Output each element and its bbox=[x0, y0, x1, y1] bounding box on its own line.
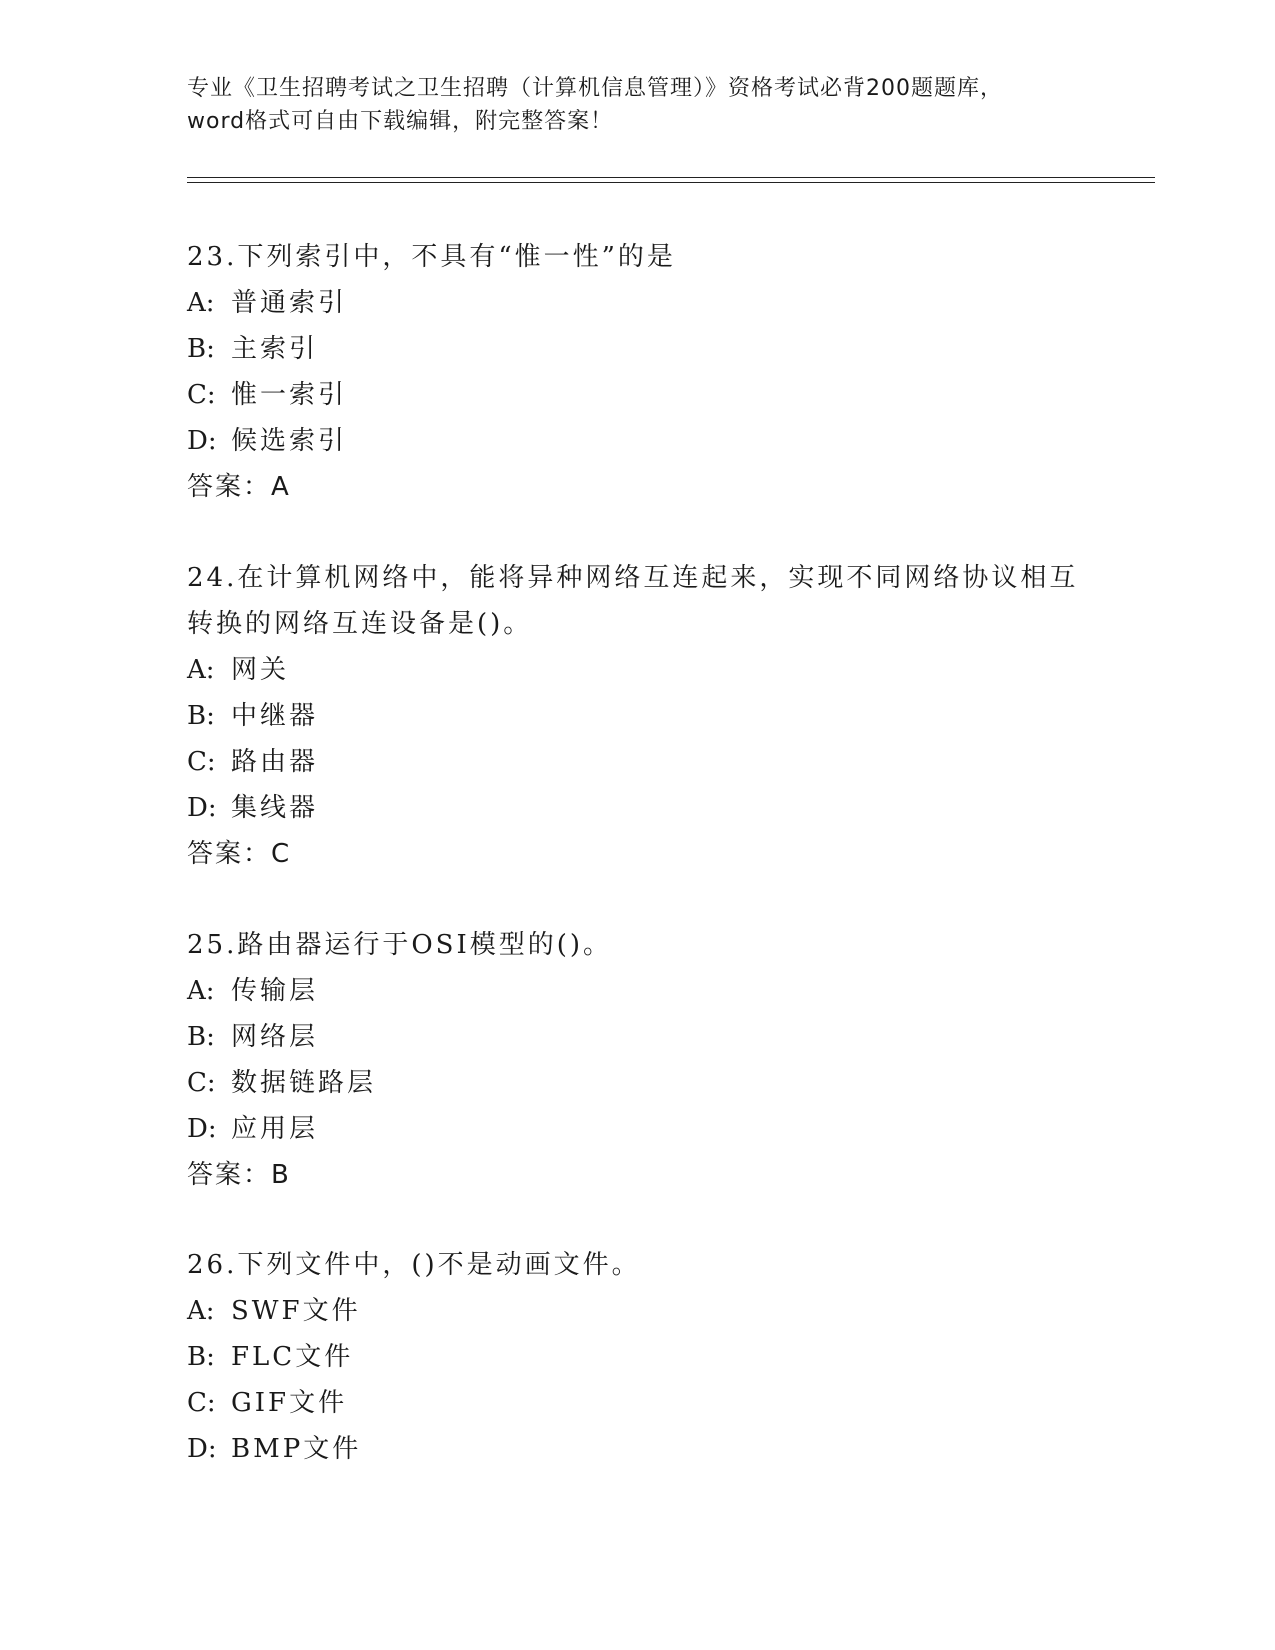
option-c bbox=[187, 1060, 1087, 1106]
option-text: 数据链路层 bbox=[231, 1068, 377, 1098]
option-c bbox=[187, 1380, 1087, 1426]
option-key: A: bbox=[187, 1296, 215, 1326]
option-key: C: bbox=[187, 1388, 216, 1418]
header-divider-bottom bbox=[187, 182, 1155, 183]
question-25 bbox=[187, 922, 1087, 1198]
option-key: D: bbox=[187, 1114, 217, 1144]
option-key: B: bbox=[187, 334, 215, 364]
question-24 bbox=[187, 555, 1087, 877]
option-c bbox=[187, 372, 1087, 418]
option-key: A: bbox=[187, 976, 215, 1006]
option-text: 集线器 bbox=[231, 793, 319, 823]
option-key: B: bbox=[187, 1342, 215, 1372]
option-d bbox=[187, 1106, 1087, 1152]
question-23 bbox=[187, 234, 1087, 510]
option-key: C: bbox=[187, 747, 216, 777]
option-text: 网关 bbox=[231, 655, 290, 685]
option-text: 普通索引 bbox=[231, 288, 348, 318]
option-a bbox=[187, 280, 1087, 326]
option-key: C: bbox=[187, 380, 216, 410]
question-stem: 26.下列文件中，()不是动画文件。 bbox=[187, 1250, 641, 1280]
option-a bbox=[187, 1288, 1087, 1334]
option-text: FLC文件 bbox=[231, 1342, 354, 1372]
option-b bbox=[187, 1014, 1087, 1060]
question-stem: 24.在计算机网络中，能将异种网络互连起来，实现不同网络协议相互转换的网络互连设备是()。 bbox=[187, 563, 1079, 639]
option-text: 传输层 bbox=[231, 976, 319, 1006]
option-key: B: bbox=[187, 701, 215, 731]
option-key: D: bbox=[187, 426, 217, 456]
option-d bbox=[187, 1426, 1087, 1472]
option-key: B: bbox=[187, 1022, 215, 1052]
option-text: 主索引 bbox=[231, 334, 319, 364]
question-stem: 25.路由器运行于OSI模型的()。 bbox=[187, 930, 613, 960]
header-line-2: word格式可自由下载编辑，附完整答案！ bbox=[187, 109, 614, 134]
option-text: 路由器 bbox=[231, 747, 319, 777]
option-text: BMP文件 bbox=[231, 1434, 362, 1464]
answer-line: 答案：B bbox=[187, 1160, 291, 1190]
option-text: 应用层 bbox=[231, 1114, 319, 1144]
option-key: A: bbox=[187, 288, 215, 318]
answer-line: 答案：C bbox=[187, 839, 292, 869]
option-a bbox=[187, 968, 1087, 1014]
option-text: 候选索引 bbox=[231, 426, 348, 456]
option-text: 网络层 bbox=[231, 1022, 319, 1052]
option-a bbox=[187, 647, 1087, 693]
option-key: D: bbox=[187, 1434, 217, 1464]
question-stem: 23.下列索引中，不具有“惟一性”的是 bbox=[187, 242, 676, 272]
header-line-1: 专业《卫生招聘考试之卫生招聘（计算机信息管理）》资格考试必背200题题库， bbox=[187, 76, 1003, 101]
option-b bbox=[187, 693, 1087, 739]
option-text: SWF文件 bbox=[231, 1296, 361, 1326]
option-text: GIF文件 bbox=[231, 1388, 348, 1418]
option-b bbox=[187, 1334, 1087, 1380]
question-26 bbox=[187, 1242, 1087, 1472]
header-divider-top bbox=[187, 177, 1155, 178]
option-text: 惟一索引 bbox=[231, 380, 348, 410]
option-b bbox=[187, 326, 1087, 372]
option-key: D: bbox=[187, 793, 217, 823]
option-d bbox=[187, 418, 1087, 464]
option-d bbox=[187, 785, 1087, 831]
option-text: 中继器 bbox=[231, 701, 319, 731]
option-key: C: bbox=[187, 1068, 216, 1098]
option-c bbox=[187, 739, 1087, 785]
document-header bbox=[187, 72, 1087, 138]
answer-line: 答案：A bbox=[187, 472, 291, 502]
option-key: A: bbox=[187, 655, 215, 685]
